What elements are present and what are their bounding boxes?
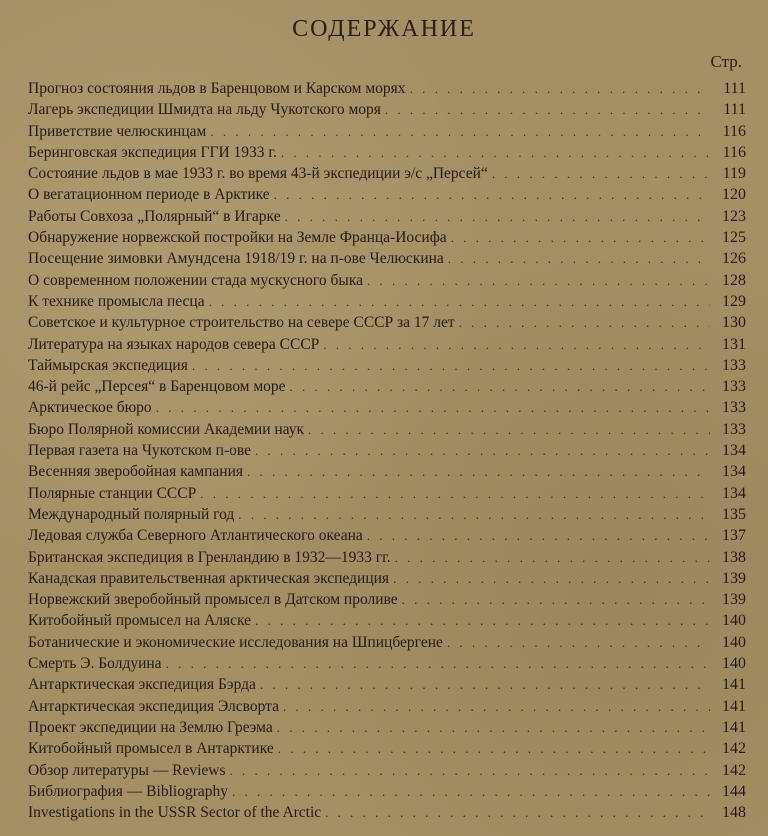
- toc-entry-title: Весенняя зверобойная кампания: [28, 463, 243, 481]
- toc-entry-page: 134: [722, 463, 746, 481]
- dot-leader: [402, 589, 710, 610]
- toc-entry-page: 116: [722, 143, 746, 161]
- toc-entry-page: 137: [722, 527, 746, 545]
- toc-entry-page: 130: [722, 314, 746, 332]
- toc-entry: [28, 781, 746, 802]
- toc-entry-page: 140: [722, 612, 746, 630]
- toc-entry-title: Обнаружение норвежской постройки на Земле Франца-Иосифа: [28, 229, 447, 247]
- toc-entry-title: Беринговская экспедиция ГГИ 1933 г.: [28, 143, 277, 161]
- toc-entry-page: 120: [722, 186, 746, 204]
- toc-entry-title: Первая газета на Чукотском п-ове: [28, 442, 251, 460]
- toc-entry-page: 119: [722, 165, 746, 183]
- dot-leader: [385, 99, 710, 120]
- toc-entry-page: 141: [722, 718, 746, 736]
- toc-entry-title: Антарктическая экспедиция Элсворта: [28, 697, 280, 715]
- toc-entry-page: 123: [722, 207, 746, 225]
- dot-leader: [238, 504, 710, 525]
- toc-entry-title: Китобойный промысел в Антарктике: [28, 740, 274, 758]
- dot-leader: [278, 738, 710, 759]
- dot-leader: [209, 291, 710, 312]
- dot-leader: [447, 632, 710, 653]
- toc-entry-title: Таймырская экспедиция: [28, 356, 188, 374]
- toc-entry: [28, 610, 746, 631]
- toc-entry-title: Проект экспедиции на Землю Греэма: [28, 718, 273, 736]
- dot-leader: [459, 312, 710, 333]
- toc-entry-title: К технике промысла песца: [28, 292, 205, 310]
- toc-entry-title: Британская экспедиция в Гренландию в 1932—1933 гг.: [28, 548, 391, 566]
- page-title: СОДЕРЖАНИЕ: [292, 16, 476, 42]
- toc-entry-title: Лагерь экспедиции Шмидта на льду Чукотского моря: [28, 101, 381, 119]
- toc-entry: [28, 121, 746, 142]
- toc-entry: [28, 504, 746, 525]
- dot-leader: [285, 206, 710, 227]
- toc-entry-title: Ледовая служба Северного Атлантического океана: [28, 527, 363, 545]
- toc-entry: [28, 738, 746, 759]
- toc-entry-page: 129: [722, 292, 746, 310]
- toc-entry-title: Ботанические и экономические исследования на Шпицбергене: [28, 633, 443, 651]
- toc-entry: [28, 440, 746, 461]
- dot-leader: [166, 653, 710, 674]
- toc-entry-title: Работы Совхоза „Полярный“ в Игарке: [28, 207, 281, 225]
- page-column-header: Стр.: [710, 52, 742, 71]
- dot-leader: [156, 397, 710, 418]
- toc-entry-title: Обзор литературы — Reviews: [28, 761, 226, 779]
- dot-leader: [232, 781, 710, 802]
- toc-entry-title: 46-й рейс „Персея“ в Баренцовом море: [28, 378, 286, 396]
- toc-entry: [28, 419, 746, 440]
- toc-entry-title: Полярные станции СССР: [28, 484, 197, 502]
- toc-entry-page: 140: [722, 633, 746, 651]
- toc-entry-page: 141: [722, 676, 746, 694]
- toc-entry-page: 128: [722, 271, 746, 289]
- toc-entry-page: 133: [722, 378, 746, 396]
- toc-entry-page: 139: [722, 569, 746, 587]
- dot-leader: [260, 674, 710, 695]
- dot-leader: [448, 248, 710, 269]
- toc-entry-page: 131: [722, 335, 746, 353]
- toc-entry-page: 135: [722, 505, 746, 523]
- toc-entry-title: Китобойный промысел на Аляске: [28, 612, 252, 630]
- toc-entry-title: Смерть Э. Болдуина: [28, 655, 162, 673]
- dot-leader: [451, 227, 710, 248]
- toc-entry-page: 133: [722, 356, 746, 374]
- toc-entry: [28, 653, 746, 674]
- dot-leader: [255, 610, 710, 631]
- toc-entry: [28, 312, 746, 333]
- toc-entry: [28, 568, 746, 589]
- toc-entry: [28, 696, 746, 717]
- toc-entry: [28, 483, 746, 504]
- toc-entry-page: 139: [722, 591, 746, 609]
- dot-leader: [247, 461, 710, 482]
- toc-entry: [28, 632, 746, 653]
- toc-entry-page: 142: [722, 740, 746, 758]
- toc-entry-page: 148: [722, 804, 746, 822]
- toc-entry-page: 142: [722, 761, 746, 779]
- toc-entry: [28, 206, 746, 227]
- toc-entry-title: О современном положении стада мускусного быка: [28, 271, 364, 289]
- toc-entry: [28, 291, 746, 312]
- toc-entry-title: Приветствие челюскинцам: [28, 122, 207, 140]
- toc-entry-page: 138: [722, 548, 746, 566]
- toc-entry-title: Investigations in the USSR Sector of the Arctic: [28, 804, 322, 822]
- toc-entry-page: 116: [722, 122, 746, 140]
- dot-leader: [290, 376, 710, 397]
- toc-entry: [28, 227, 746, 248]
- dot-leader: [492, 163, 710, 184]
- toc-entry-title: Прогноз состояния льдов в Баренцовом и Карском морях: [28, 80, 406, 97]
- toc-entry-title: Советское и культурное строительство на севере СССР за 17 лет: [28, 314, 455, 332]
- toc-entry: [28, 802, 746, 823]
- toc-entry: [28, 163, 746, 184]
- toc-entry: [28, 355, 746, 376]
- toc-entry-title: Международный полярный год: [28, 505, 235, 523]
- toc-entry-title: Библиография — Bibliography: [28, 782, 228, 800]
- dot-leader: [393, 568, 710, 589]
- toc-entry-title: Канадская правительственная арктическая экспедиция: [28, 569, 390, 587]
- toc-entry-title: Антарктическая экспедиция Бэрда: [28, 676, 256, 694]
- dot-leader: [410, 78, 710, 99]
- dot-leader: [323, 334, 710, 355]
- toc-entry-page: 126: [722, 250, 746, 268]
- dot-leader: [283, 696, 710, 717]
- table-of-contents: [28, 78, 746, 823]
- toc-entry-title: О вегатационном периоде в Арктике: [28, 186, 270, 204]
- toc-entry-page: 111: [723, 80, 746, 97]
- toc-entry-title: Состояние льдов в мае 1933 г. во время 43-й экспедиции э/с „Персей“: [28, 165, 488, 183]
- dot-leader: [274, 184, 710, 205]
- toc-entry-page: 133: [722, 399, 746, 417]
- dot-leader: [255, 440, 710, 461]
- toc-entry: [28, 376, 746, 397]
- toc-entry: [28, 461, 746, 482]
- toc-entry: [28, 547, 746, 568]
- dot-leader: [325, 802, 710, 823]
- toc-entry-page: 111: [723, 101, 746, 119]
- toc-entry-page: 140: [722, 655, 746, 673]
- toc-entry: [28, 78, 746, 99]
- dot-leader: [367, 270, 710, 291]
- toc-entry: [28, 397, 746, 418]
- toc-entry-page: 133: [722, 420, 746, 438]
- dot-leader: [281, 142, 710, 163]
- toc-entry-page: 125: [722, 229, 746, 247]
- toc-entry: [28, 334, 746, 355]
- toc-entry-page: 134: [722, 442, 746, 460]
- dot-leader: [395, 547, 710, 568]
- toc-entry-title: Арктическое бюро: [28, 399, 152, 417]
- toc-entry-page: 141: [722, 697, 746, 715]
- dot-leader: [192, 355, 710, 376]
- toc-entry-title: Бюро Полярной комиссии Академии наук: [28, 420, 305, 438]
- dot-leader: [308, 419, 710, 440]
- toc-entry: [28, 184, 746, 205]
- toc-entry: [28, 525, 746, 546]
- toc-entry: [28, 674, 746, 695]
- toc-entry-page: 134: [722, 484, 746, 502]
- toc-entry: [28, 248, 746, 269]
- toc-entry-page: 144: [722, 782, 746, 800]
- toc-entry: [28, 760, 746, 781]
- dot-leader: [277, 717, 710, 738]
- toc-entry: [28, 142, 746, 163]
- dot-leader: [367, 525, 710, 546]
- toc-entry: [28, 717, 746, 738]
- dot-leader: [210, 121, 710, 142]
- toc-entry: [28, 99, 746, 120]
- toc-entry-title: Литература на языках народов севера СССР: [28, 335, 320, 353]
- dot-leader: [230, 760, 710, 781]
- dot-leader: [200, 483, 710, 504]
- toc-entry: [28, 270, 746, 291]
- toc-entry-title: Посещение зимовки Амундсена 1918/19 г. на п-ове Челюскина: [28, 250, 444, 268]
- toc-entry: [28, 589, 746, 610]
- toc-entry-title: Норвежский зверобойный промысел в Датском проливе: [28, 591, 398, 609]
